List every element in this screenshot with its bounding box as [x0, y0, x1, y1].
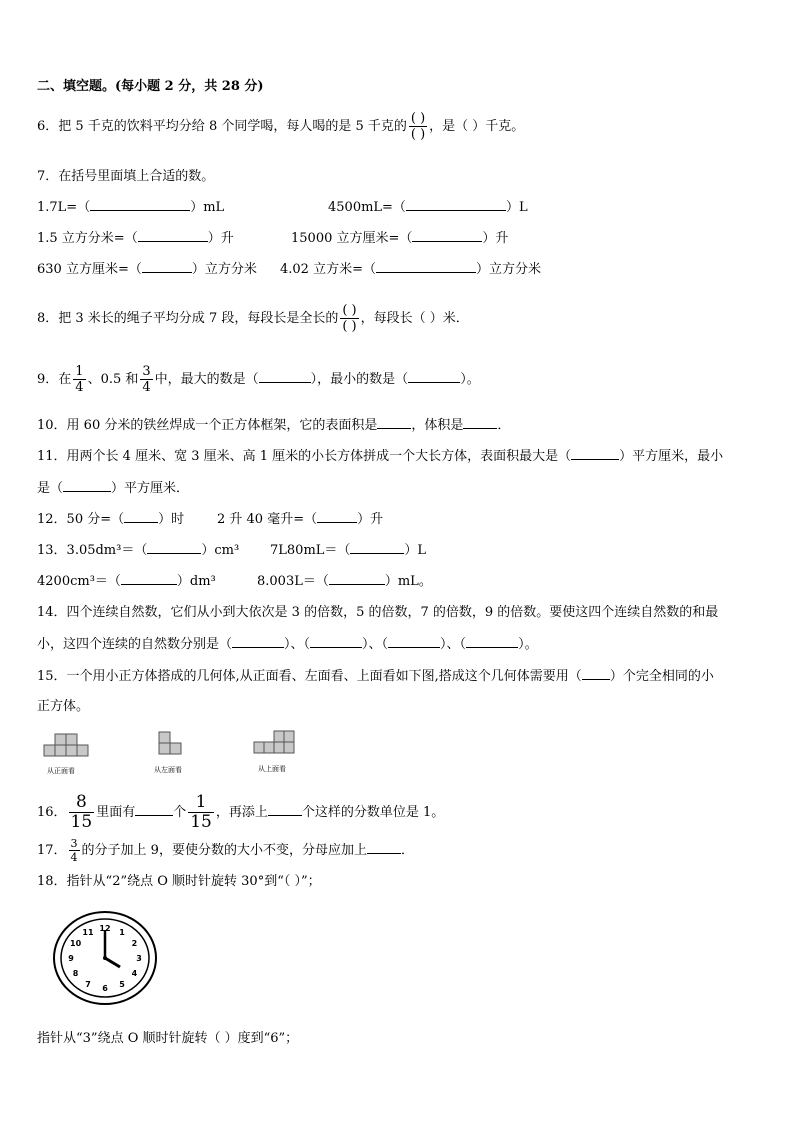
question-7-row-2b: 15000 立方厘米=（ ）升 — [291, 231, 509, 246]
question-15-line-2: 正方体。 — [37, 699, 90, 714]
clock-figure — [52, 910, 158, 1006]
question-7-row-2: 1.5 立方分米=（ ）升 — [37, 231, 234, 246]
fraction-8-15: $\frac{8}{15}$ — [70, 792, 93, 832]
question-16: 16． $\frac{8}{15}$ 里面有 个 $\frac{1}{15}$ ，再添上 个这样的分数单位是 1。 — [37, 792, 445, 832]
question-13-line-1b: 7L80mL＝（ ）L — [270, 543, 427, 558]
question-12: 12．50 分=（ ）时 — [37, 512, 185, 527]
question-9: 9．在 $\frac{1}{4}$ 、0.5 和 $\frac{3}{4}$ 中，最大的数是（ ），最小的数是（ ）。 — [37, 364, 480, 395]
question-11-line-1: 11．用两个长 4 厘米、宽 3 厘米、高 1 厘米的小长方体拼成一个大长方体，表面积最大是（ ）平方厘米，最小 — [37, 449, 724, 464]
question-18-line-1: 18．指针从“2”绕点 O 顺时针旋转 30°到“（ ）”； — [37, 874, 321, 889]
section-title: 二、填空题。(每小题 2 分，共 28 分) — [37, 79, 264, 94]
clock-number: 12 — [99, 924, 111, 933]
question-8: 8．把 3 米长的绳子平均分成 7 段，每段长是全长的 $\frac{( )}{( )}$ ，每段长（ ）米． — [37, 303, 469, 334]
top-view-figure — [253, 730, 297, 756]
clock-number: 4 — [131, 969, 138, 978]
clock-number: 5 — [119, 980, 125, 989]
question-10: 10．用 60 分米的铁丝焊成一个正方体框架，它的表面积是 ，体积是 ． — [37, 418, 511, 433]
clock-number: 7 — [85, 980, 91, 989]
left-view-figure — [158, 731, 182, 757]
clock-number: 11 — [82, 928, 94, 937]
fraction-3-4: $\frac{3}{4}$ — [70, 837, 78, 864]
question-15-line-1: 15．一个用小正方体搭成的几何体,从正面看、左面看、上面看如下图,搭成这个几何体需要用（ ）个完全相同的小 — [37, 669, 714, 684]
fraction-blank: $\frac{( )}{( )}$ — [342, 303, 357, 334]
question-18-line-2: 指针从“3”绕点 O 顺时针旋转（ ）度到“6”； — [37, 1031, 299, 1046]
clock-number: 10 — [70, 939, 82, 948]
clock-number: 1 — [119, 928, 125, 937]
fraction-blank: $\frac{( )}{( )}$ — [410, 111, 426, 142]
question-13-line-2b: 8.003L＝（ ）mL。 — [257, 574, 432, 589]
question-14-line-1: 14．四个连续自然数，它们从小到大依次是 3 的倍数，5 的倍数，7 的倍数，9 的倍数。要使这四个连续自然数的和最 — [37, 605, 719, 620]
left-view-caption: 从左面看 — [154, 766, 182, 774]
question-17: 17． $\frac{3}{4}$ 的分子加上 9，要使分数的大小不变，分母应加上 ． — [37, 837, 414, 864]
front-view-figure — [43, 733, 91, 759]
question-12b: 2 升 40 毫升=（ ）升 — [217, 512, 384, 527]
fraction-1-15: $\frac{1}{15}$ — [190, 792, 212, 832]
question-13-line-2: 4200cm³＝（ ）dm³ — [37, 574, 216, 589]
clock-number: 9 — [68, 954, 74, 963]
question-11-line-2: 是（ ）平方厘米． — [37, 481, 190, 496]
question-7-row-1b: 4500mL=（ ）L — [328, 200, 528, 215]
clock-number: 3 — [136, 954, 142, 963]
top-view-caption: 从上面看 — [258, 765, 286, 773]
clock-number: 8 — [72, 969, 79, 978]
question-7-row-1: 1.7L=（ ）mL — [37, 200, 225, 215]
question-7-title: 7．在括号里面填上合适的数。 — [37, 169, 215, 184]
question-6: 6．把 5 千克的饮料平均分给 8 个同学喝，每人喝的是 5 千克的 $\frac{( )}{( )}$ ，是（ ）千克。 — [37, 111, 525, 142]
front-view-caption: 从正面看 — [47, 767, 75, 775]
question-7-row-3b: 4.02 立方米=（ ）立方分米 — [280, 262, 541, 277]
fraction-one-quarter: $\frac{1}{4}$ — [75, 364, 84, 395]
question-14-line-2: 小，这四个连续的自然数分别是（ ）、（ ）、（ ）、（ ）。 — [37, 637, 538, 652]
fraction-three-quarters: $\frac{3}{4}$ — [142, 364, 151, 395]
clock-number: 2 — [131, 939, 138, 948]
question-7-row-3: 630 立方厘米=（ ）立方分米 — [37, 262, 257, 277]
question-13-line-1: 13．3.05dm³＝（ ）cm³ — [37, 543, 240, 558]
clock-number: 6 — [102, 984, 108, 993]
